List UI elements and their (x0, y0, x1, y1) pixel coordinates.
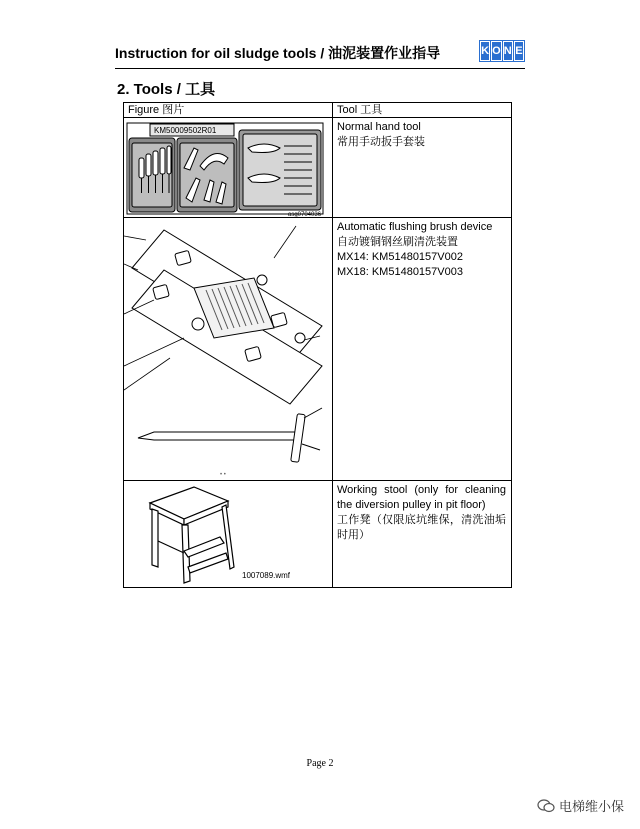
logo-letter: N (503, 41, 513, 61)
page-number: Page 2 (306, 758, 334, 769)
table-row (124, 118, 512, 218)
watermark (537, 796, 624, 815)
figure-cell (124, 118, 333, 218)
svg-text:• •: • • (220, 472, 226, 478)
tools-table (123, 102, 512, 588)
tool-cell (333, 118, 512, 218)
tool-cell (333, 481, 512, 588)
tool-name-zh: 常用手动扳手套装 (337, 136, 425, 148)
logo-letter: E (514, 41, 524, 61)
section-title: 2. Tools / 工具 (117, 81, 216, 98)
flushing-brush-figure (124, 218, 328, 480)
tool-name-zh: 工作凳（仅限底坑维保，清洗油垢时用） (337, 514, 506, 541)
column-header-tool: Tool 工具 (333, 103, 512, 118)
wechat-icon (537, 799, 555, 813)
table-row (124, 481, 512, 588)
watermark-text: 电梯维小保 (558, 799, 624, 814)
logo-letter: O (491, 41, 502, 61)
part-number-mx14: MX14: KM51480157V002 (337, 251, 463, 263)
tool-name: Normal hand tool (337, 121, 421, 133)
table-row (124, 218, 512, 481)
part-number-mx18: MX18: KM51480157V003 (337, 266, 463, 278)
page-header (115, 40, 525, 68)
part-number-label: KM50009502R01 (154, 126, 217, 135)
figure-file-label: 1007089.wmf (242, 571, 291, 580)
kone-logo (479, 40, 525, 62)
hand-tool-kit-figure (124, 118, 328, 217)
column-header-figure: Figure 图片 (124, 103, 333, 118)
table-header-row (124, 103, 512, 118)
tool-name-zh: 自动镀铜钢丝刷清洗装置 (337, 236, 458, 248)
working-stool-figure (124, 481, 328, 587)
tool-name: Automatic flushing brush device (337, 221, 493, 233)
figure-code-label: asg0704036 (288, 212, 322, 217)
figure-cell (124, 218, 333, 481)
tool-cell (333, 218, 512, 481)
document-title: Instruction for oil sludge tools / 油泥装置作业指导 (115, 45, 441, 61)
figure-cell (124, 481, 333, 588)
tool-name: Working stool (only for cleaning the diversion pulley in pit floor) (337, 484, 506, 511)
header-rule (115, 68, 525, 69)
logo-letter: K (480, 41, 490, 61)
